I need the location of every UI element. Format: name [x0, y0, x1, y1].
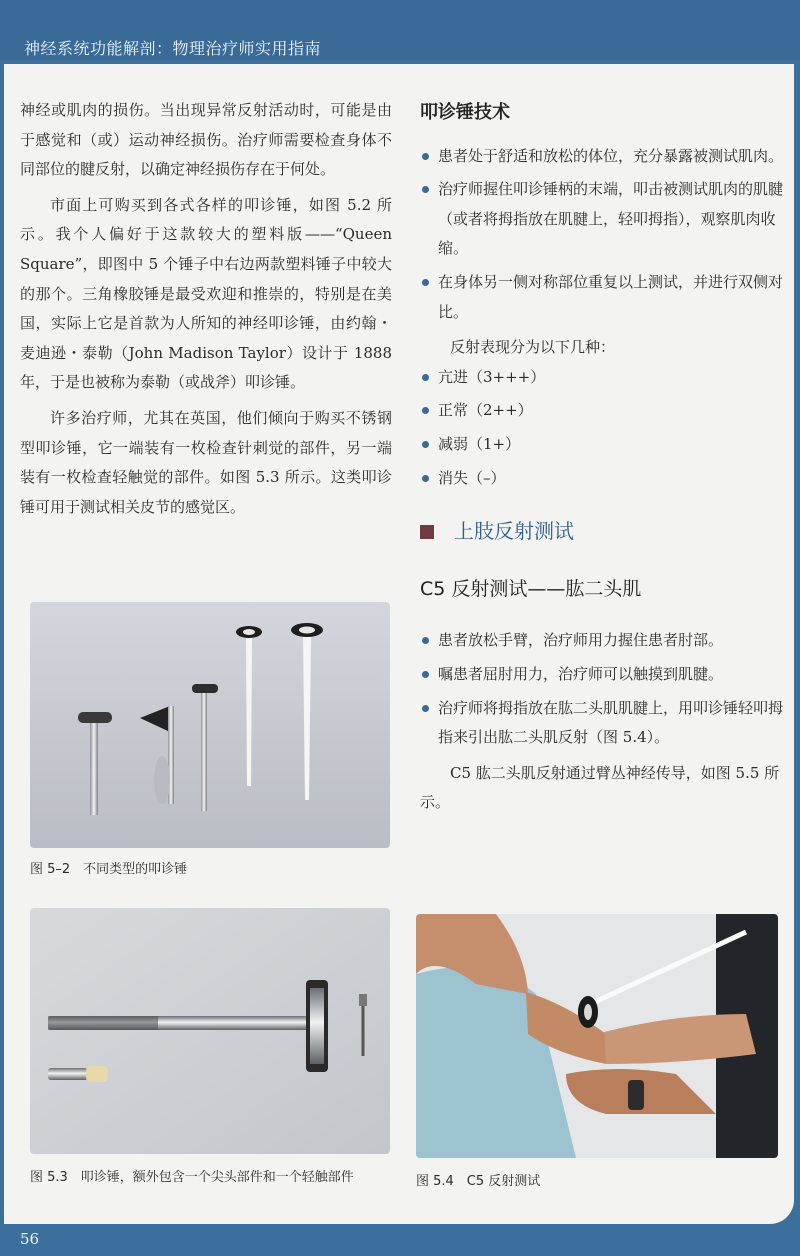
- steel-hammer-illustration: [30, 908, 390, 1154]
- figure-5-4-caption: 图 5.4 C5 反射测试: [416, 1174, 541, 1189]
- grading-intro: 反射表现分为以下几种：: [450, 338, 616, 357]
- figure-5-2-caption: 图 5–2 不同类型的叩诊锤: [30, 862, 188, 877]
- technique-list: [420, 142, 792, 328]
- list-item: 治疗师将拇指放在肱二头肌肌腱上，用叩诊锤轻叩拇指来引出肱二头肌反射（图 5.4）。: [420, 694, 792, 753]
- list-item: 亢进（3+++）: [420, 363, 792, 393]
- list-item: 减弱（1+）: [420, 430, 792, 460]
- paragraph: 市面上可购买到各式各样的叩诊锤，如图 5.2 所示。我个人偏好于这款较大的塑料版——“Queen Square”，即图中 5 个锤子中右边两款塑料锤子中较大的那个。三角橡胶锤是最受欢迎和推崇的，特别是在美国，实际上它是首款为人所知的神经叩诊锤，由约翰・麦迪逊・泰勒（John Madison Taylor）设计于 1888 年，于是也被称为泰勒（或战斧）叩诊锤。: [20, 195, 392, 392]
- paragraph: 许多治疗师，尤其在英国，他们倾向于购买不锈钢型叩诊锤，它一端装有一枚检查针刺觉的部件，另一端装有一枚检查轻触觉的部件。如图 5.3 所示。这类叩诊锤可用于测试相关皮节的感觉区。: [20, 408, 392, 516]
- bullet-icon: [422, 407, 429, 414]
- c5-heading: C5 反射测试——肱二头肌: [420, 577, 642, 600]
- c5-reflex-test-illustration: [416, 914, 778, 1158]
- running-header: [0, 0, 800, 60]
- bullet-icon: [422, 374, 429, 381]
- left-column: [20, 96, 392, 522]
- bullet-icon: [422, 637, 429, 644]
- bullet-icon: [422, 279, 429, 286]
- list-item: 消失（–）: [420, 464, 792, 494]
- paragraph: 神经或肌肉的损伤。当出现异常反射活动时，可能是由于感觉和（或）运动神经损伤。治疗师需要检查身体不同部位的腱反射，以确定神经损伤存在于何处。: [20, 101, 392, 179]
- section-title: 上肢反射测试: [454, 519, 574, 544]
- bullet-icon: [422, 441, 429, 448]
- figure-5-3-photo: [30, 908, 390, 1154]
- c5-paragraph: C5 肱二头肌反射通过臂丛神经传导，如图 5.5 所示。: [420, 763, 780, 812]
- book-title: 神经系统功能解剖：物理治疗师实用指南: [24, 39, 322, 58]
- section-header: [420, 517, 792, 547]
- list-item: 在身体另一侧对称部位重复以上测试，并进行双侧对比。: [420, 268, 792, 327]
- reflex-hammers-illustration: [30, 602, 390, 848]
- bullet-icon: [422, 153, 429, 160]
- technique-heading: 叩诊锤技术: [420, 102, 510, 123]
- list-item: 患者处于舒适和放松的体位，充分暴露被测试肌肉。: [420, 142, 792, 172]
- list-item: 治疗师握住叩诊锤柄的末端，叩击被测试肌肉的肌腱（或者将拇指放在肌腱上，轻叩拇指），观察肌肉收缩。: [420, 175, 792, 264]
- figure-5-4-photo: [416, 914, 778, 1158]
- figure-5-3-caption: 图 5.3 叩诊锤，额外包含一个尖头部件和一个轻触部件: [30, 1170, 354, 1185]
- bullet-icon: [422, 705, 429, 712]
- figure-5-2-photo: [30, 602, 390, 848]
- section-square-icon: [420, 525, 434, 539]
- list-item: 正常（2++）: [420, 396, 792, 426]
- page-number: 56: [20, 1230, 40, 1248]
- grading-list: [420, 363, 792, 493]
- list-item: 嘱患者屈肘用力，治疗师可以触摸到肌腱。: [420, 660, 792, 690]
- right-column: [420, 96, 792, 818]
- bullet-icon: [422, 475, 429, 482]
- bullet-icon: [422, 186, 429, 193]
- list-item: 患者放松手臂，治疗师用力握住患者肘部。: [420, 626, 792, 656]
- c5-list: [420, 626, 792, 752]
- bullet-icon: [422, 671, 429, 678]
